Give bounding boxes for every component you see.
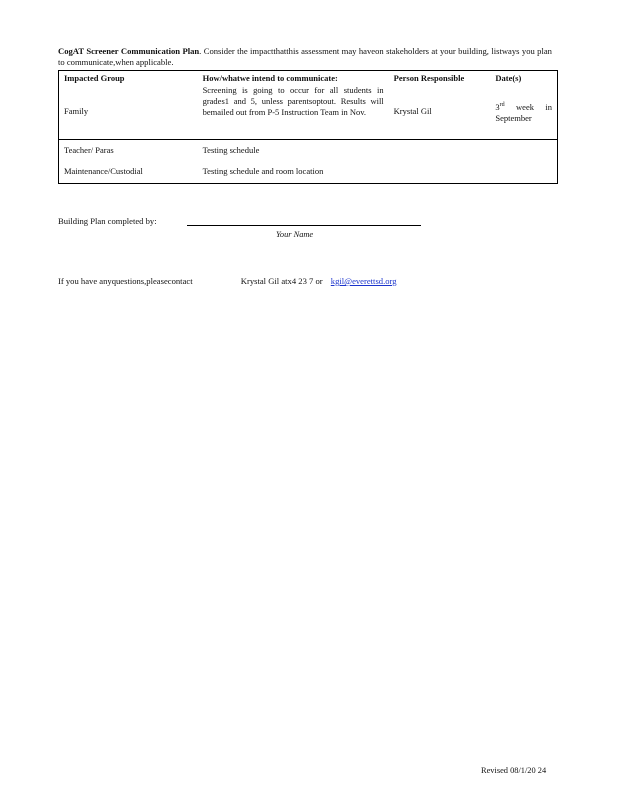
row-group: Family <box>64 106 89 117</box>
row-group: Teacher/ Paras <box>59 139 198 161</box>
contact-line <box>58 276 397 286</box>
header-person-responsible: Person Responsible <box>393 73 465 83</box>
communication-plan-table <box>58 70 558 184</box>
contact-prefix: If you have anyquestions,pleasecontact <box>58 276 193 286</box>
header-impacted-group: Impacted Group <box>64 73 125 83</box>
table-row <box>59 161 558 183</box>
signature-line[interactable] <box>187 225 421 226</box>
table-header-row <box>59 71 558 86</box>
revised-date: Revised 08/1/20 24 <box>481 766 547 775</box>
row-group: Maintenance/Custodial <box>64 166 143 177</box>
row-communication: Screening is going to occur for all students in grades1 and 5, unless parentsoptout. Results will bemailed out from P-5 Instruction Team in Nov. <box>202 85 384 117</box>
row-person <box>389 139 491 161</box>
table-row <box>59 85 558 139</box>
row-communication: Testing schedule <box>198 139 389 161</box>
signature-label: Building Plan completed by: <box>58 216 157 226</box>
contact-name: Krystal Gil atx4 23 7 or <box>240 276 323 286</box>
intro-text: . Consider the impactthatthis assessment may haveon stakeholders at your building, listways you plan to communicate,when applicable. <box>58 46 552 67</box>
row-date <box>490 139 557 161</box>
contact-email-link[interactable]: kgil@everettsd.org <box>330 276 397 286</box>
signature-caption: Your Name <box>276 230 314 239</box>
row-person: Krystal Gil <box>393 106 432 117</box>
intro-paragraph <box>58 46 552 68</box>
plan-title: CogAT Screener Communication Plan <box>58 46 200 56</box>
header-communication: How/whatwe intend to communicate: <box>202 73 338 83</box>
row-person <box>389 161 491 183</box>
table-row <box>59 139 558 161</box>
row-date <box>490 161 557 183</box>
row-date: 3rd week in September <box>495 101 552 123</box>
row-communication: Testing schedule and room location <box>202 166 324 177</box>
header-dates: Date(s) <box>495 73 522 83</box>
